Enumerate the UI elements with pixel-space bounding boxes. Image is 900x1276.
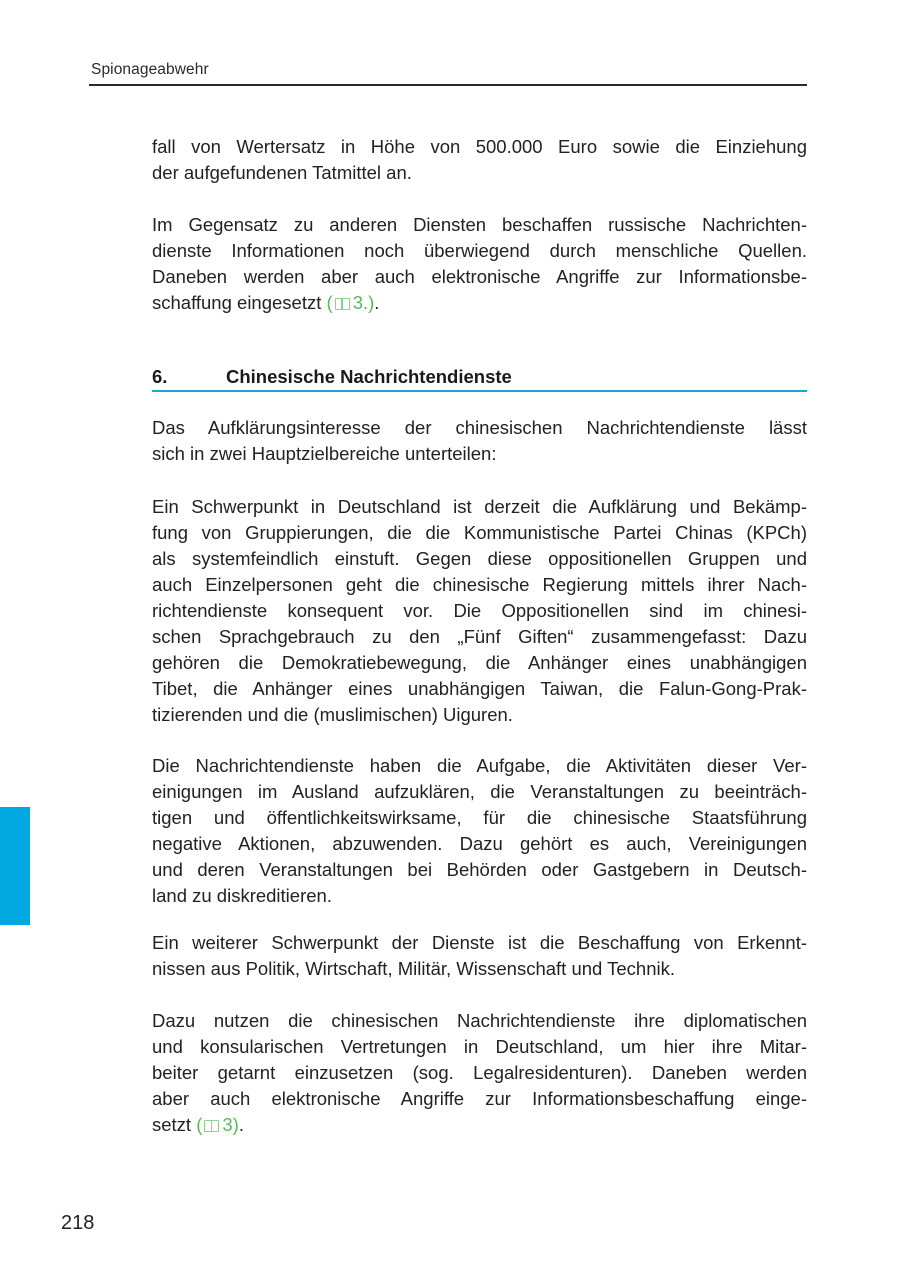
paragraph [152, 753, 807, 909]
text-line: Tibet, die Anhänger eines unabhängigen Taiwan, die Falun-Gong-Prak- [152, 678, 807, 699]
paragraph [152, 494, 807, 728]
section-title: Chinesische Nachrichtendienste [226, 366, 512, 387]
text-line: schen Sprachgebrauch zu den „Fünf Giften“ zusammengefasst: Dazu [152, 626, 807, 647]
text-line: tigen und öffentlichkeitswirksame, für die chinesische Staatsführung [152, 807, 807, 828]
text-line: Daneben werden aber auch elektronische Angriffe zur Informationsbe- [152, 266, 807, 287]
text-line: als systemfeindlich einstuft. Gegen diese oppositionellen Gruppen und [152, 548, 807, 569]
paragraph [152, 415, 807, 467]
text-line: gehören die Demokratiebewegung, die Anhänger eines unabhängigen [152, 652, 807, 673]
text-line: sich in zwei Hauptzielbereiche unterteilen: [152, 443, 497, 464]
cross-reference-link[interactable]: ( 3.) [326, 292, 375, 313]
text-line: nissen aus Politik, Wirtschaft, Militär, Wissenschaft und Technik. [152, 958, 675, 979]
section-number: 6. [152, 366, 168, 387]
book-icon [335, 298, 350, 310]
text-line: und deren Veranstaltungen bei Behörden oder Gastgebern in Deutsch- [152, 859, 807, 880]
section-heading [152, 366, 807, 390]
text-line: schaffung eingesetzt [152, 292, 322, 313]
chapter-side-tab [0, 807, 30, 925]
text-line: Die Nachrichtendienste haben die Aufgabe, die Aktivitäten dieser Ver- [152, 755, 807, 776]
paragraph: Dazu nutzen die chinesischen Nachrichtendienste ihre diplomatischen und konsularischen Vertretungen in Deutschland, um hier ihre Mitar- beiter getarnt einzusetzen (sog. Legalresidenturen). Daneben werden aber auch elektronische Angriffe zur Informationsbeschaffung einge- setzt ( 3). [152, 1010, 807, 1135]
cross-reference-link[interactable]: ( 3) [196, 1114, 239, 1135]
paragraph: Im Gegensatz zu anderen Diensten beschaffen russische Nachrichten- dienste Informationen noch überwiegend durch menschliche Quellen. Daneben werden aber auch elektronische Angriffe zur Informationsbe- schaffung eingesetzt ( 3.). [152, 214, 807, 313]
page-number: 218 [61, 1212, 95, 1234]
text-line: einigungen im Ausland aufzuklären, die Veranstaltungen zu beeinträch- [152, 781, 807, 802]
section-rule [152, 390, 807, 392]
text-line: setzt [152, 1114, 192, 1135]
text-line: fung von Gruppierungen, die die Kommunistische Partei Chinas (KPCh) [152, 522, 807, 543]
running-head: Spionageabwehr [91, 61, 209, 78]
book-icon [204, 1120, 219, 1132]
text-line: beiter getarnt einzusetzen (sog. Legalresidenturen). Daneben werden [152, 1062, 807, 1083]
text-line: Dazu nutzen die chinesischen Nachrichtendienste ihre diplomatischen [152, 1010, 807, 1031]
text-line: land zu diskreditieren. [152, 885, 332, 906]
text-line: aber auch elektronische Angriffe zur Informationsbeschaffung einge- [152, 1088, 807, 1109]
text-line: auch Einzelpersonen geht die chinesische Regierung mittels ihrer Nach- [152, 574, 807, 595]
text-line: Das Aufklärungsinteresse der chinesischen Nachrichtendienste lässt [152, 417, 807, 438]
paragraph [152, 134, 807, 186]
text-line: Ein Schwerpunkt in Deutschland ist derzeit die Aufklärung und Bekämp- [152, 496, 807, 517]
header-rule [89, 84, 807, 86]
text-line: Ein weiterer Schwerpunkt der Dienste ist die Beschaffung von Erkennt- [152, 932, 807, 953]
text-line: richtendienste konsequent vor. Die Oppositionellen sind im chinesi- [152, 600, 807, 621]
text-line: fall von Wertersatz in Höhe von 500.000 Euro sowie die Einziehung [152, 136, 807, 157]
text-line: Im Gegensatz zu anderen Diensten beschaffen russische Nachrichten- [152, 214, 807, 235]
text-line: dienste Informationen noch überwiegend durch menschliche Quellen. [152, 240, 807, 261]
text-line: tizierenden und die (muslimischen) Uiguren. [152, 704, 513, 725]
text-line: und konsularischen Vertretungen in Deutschland, um hier ihre Mitar- [152, 1036, 807, 1057]
text-line: der aufgefundenen Tatmittel an. [152, 162, 412, 183]
text-line: negative Aktionen, abzuwenden. Dazu gehört es auch, Vereinigungen [152, 833, 807, 854]
paragraph [152, 930, 807, 982]
